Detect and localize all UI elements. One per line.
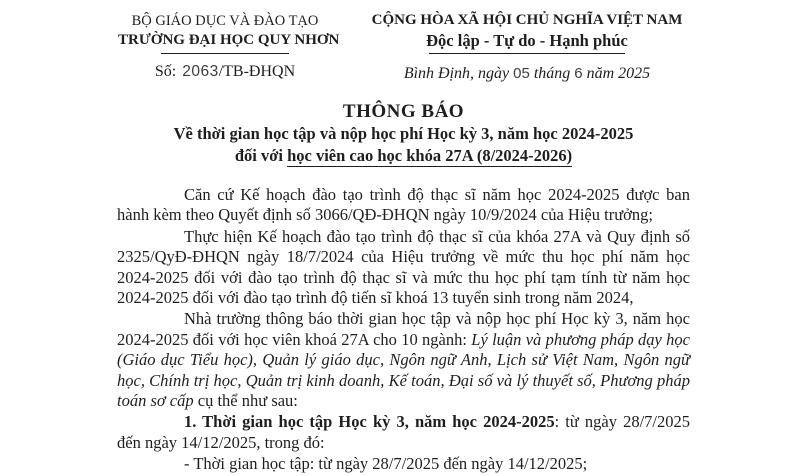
announcement-suffix: cụ thể như sau: — [193, 391, 298, 411]
ministry-name: BỘ GIÁO DỤC VÀ ĐÀO TẠO — [131, 13, 319, 29]
paragraph-basis-1: Căn cứ Kế hoạch đào tạo trình độ thạc sĩ năm học 2024-2025 được ban hành kèm theo Quyết định số 3066/QĐ-ĐHQN ngày 10/9/2024 của Hiệu trưởng; — [117, 185, 690, 225]
document-subtitle-line1: Về thời gian học tập và nộp học phí Học kỳ 3, năm học 2024-2025 — [173, 124, 634, 143]
date-year-label: năm 2025 — [586, 65, 651, 82]
issuing-org-block — [118, 12, 340, 81]
motto-divider — [429, 53, 625, 54]
date-month-value: 6 — [574, 65, 583, 82]
document-title: THÔNG BÁO — [342, 101, 465, 122]
date-month-label: tháng — [533, 65, 571, 82]
national-motto: Độc lập - Tự do - Hạnh phúc — [426, 31, 628, 50]
paragraph-clipped: - Thời gian học tập: từ ngày 28/7/2025 đến ngày 14/12/2025; — [184, 454, 588, 474]
document-subtitle-line2 — [117, 145, 690, 167]
document-number-label: Số: — [154, 63, 177, 80]
title-block — [117, 100, 690, 166]
date-place-prefix: Bình Định, ngày — [403, 65, 510, 82]
country-name: CỘNG HÒA XÃ HỘI CHỦ NGHĨA VIỆT NAM — [371, 12, 683, 28]
document-body — [117, 185, 690, 476]
announcement-prefix: Nhà trường thông báo thời gian học tập và nộp học phí Học kỳ 3, năm học 2024-2025 đối với học viên khoá 27A cho 10 ngành: — [117, 309, 690, 349]
university-divider — [161, 53, 289, 54]
paragraph-basis-2: Thực hiện Kế hoạch đào tạo trình độ thạc sĩ của khóa 27A và Quy định số 2325/QyĐ-ĐHQN ngày 18/7/2024 của Hiệu trưởng về mức thu học phí năm học 2024-2025 đối với đào tạo trình độ thạc sĩ và mức thu học phí tạm tính từ năm học 2024-2025 đối với đào tạo trình độ tiến sĩ khoá 13 tuyển sinh trong năm 2024, — [117, 226, 690, 308]
document-number-value: 2063 — [182, 63, 219, 80]
subtitle2-underlined: học viên cao học khóa 27A (8/2024-2026) — [287, 145, 573, 165]
subtitle2-prefix: đối với — [234, 145, 288, 165]
item-1-heading: 1. Thời gian học tập Học kỳ 3, năm học 2024-2025 — [184, 412, 555, 432]
document-number — [118, 63, 332, 81]
majors-list: Lý luận và phương pháp dạy học (Giáo dục Tiểu học), Quản lý giáo dục, Ngôn ngữ Anh, Lịch sử Việt Nam, Ngôn ngữ học, Chính trị học, Quản trị kinh doanh, Kế toán, Đại số và lý thuyết số, Phương pháp toán sơ cấp — [117, 329, 690, 411]
issue-date-line — [366, 65, 688, 83]
document-number-suffix: /TB-ĐHQN — [218, 63, 296, 80]
date-day-value: 05 — [513, 65, 530, 82]
paragraph-announcement — [117, 309, 690, 411]
paragraph-item-1 — [117, 412, 690, 453]
national-motto-block — [366, 10, 688, 83]
item-1-detail: : từ ngày 28/7/2025 đến ngày 14/12/2025, trong đó: — [117, 412, 690, 452]
university-name: TRƯỜNG ĐẠI HỌC QUY NHƠN — [118, 32, 340, 48]
